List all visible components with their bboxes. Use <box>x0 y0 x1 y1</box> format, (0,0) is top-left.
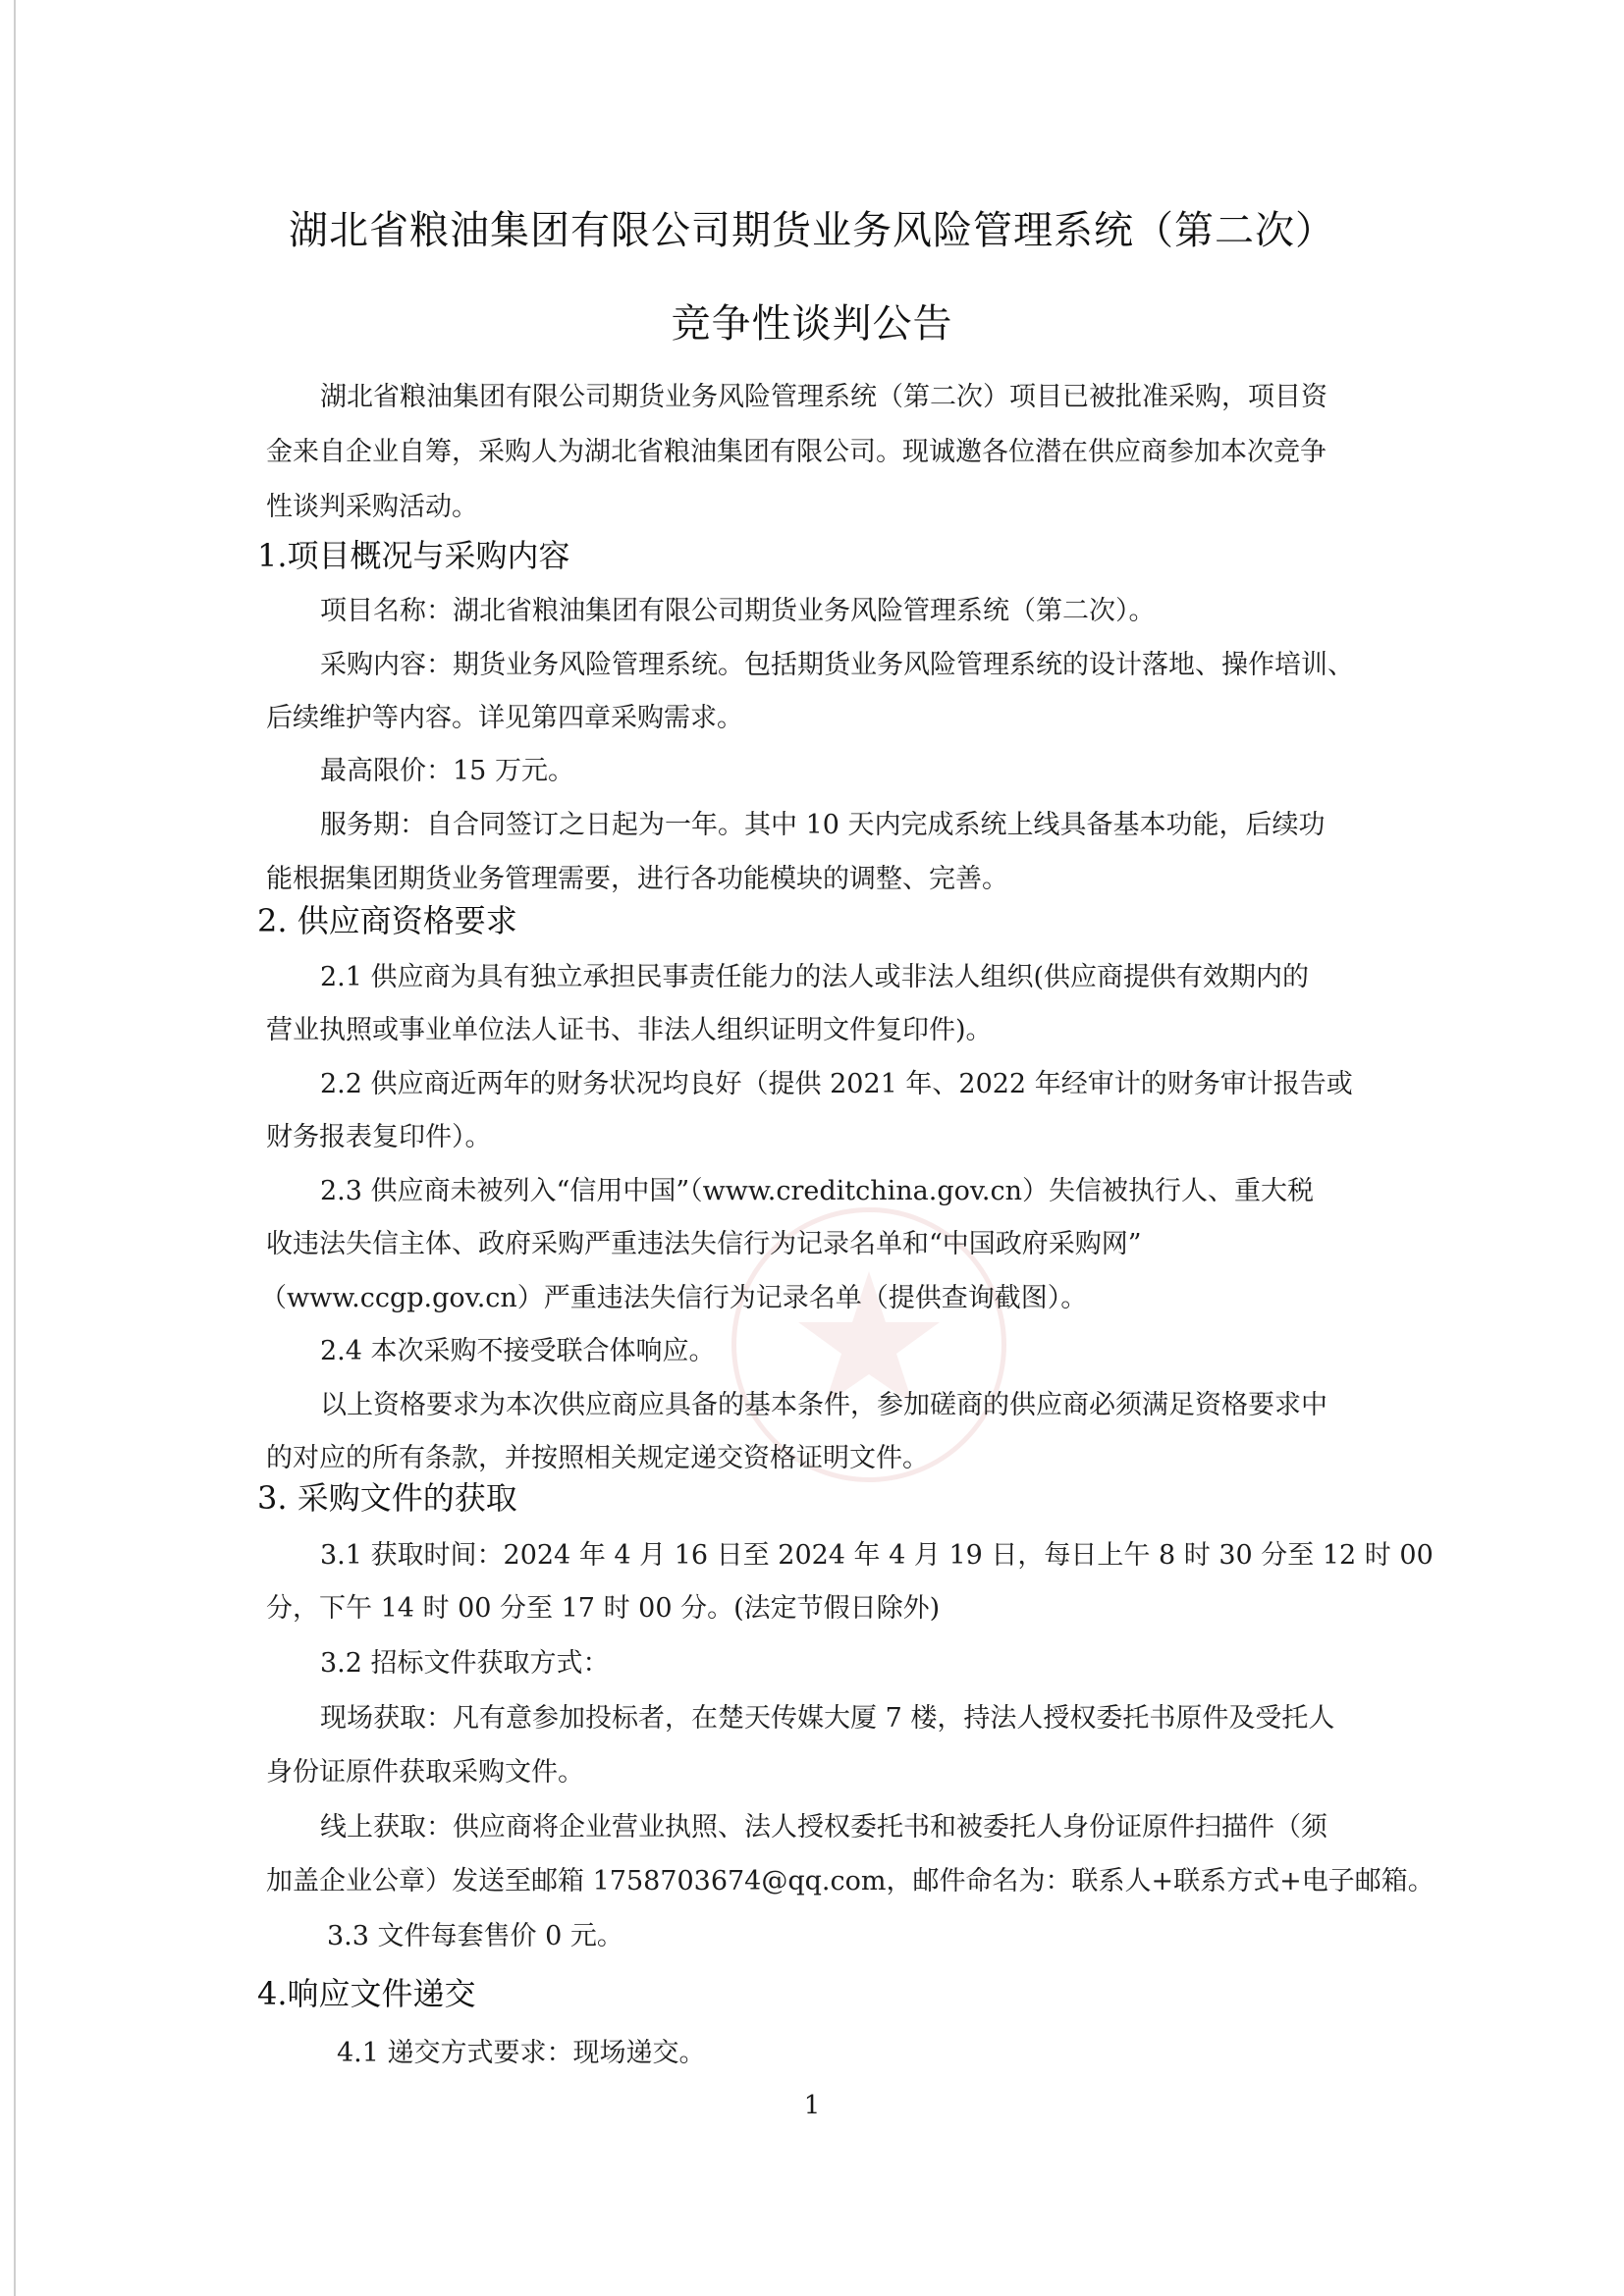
section-3-line: 加盖企业公章）发送至邮箱 1758703674@qq.com，邮件命名为：联系人+联系方式+电子邮箱。 <box>266 1866 1435 1896</box>
section-1-line: 最高限价：15 万元。 <box>320 756 574 786</box>
section-4-line: 4.1 递交方式要求：现场递交。 <box>337 2038 706 2068</box>
section-3-line: 分，下午 14 时 00 分至 17 时 00 分。(法定节假日除外) <box>266 1593 941 1624</box>
section-3-line: 3.1 获取时间：2024 年 4 月 16 日至 2024 年 4 月 19 日，每日上午 8 时 30 分至 12 时 00 <box>320 1540 1434 1571</box>
section-1-line: 采购内容：期货业务风险管理系统。包括期货业务风险管理系统的设计落地、操作培训、 <box>320 650 1354 680</box>
section-2-line: 营业执照或事业单位法人证书、非法人组织证明文件复印件)。 <box>266 1015 993 1045</box>
intro-line: 性谈判采购活动。 <box>266 492 478 522</box>
intro-line: 湖北省粮油集团有限公司期货业务风险管理系统（第二次）项目已被批准采购，项目资 <box>320 382 1327 412</box>
section-1-line: 服务期：自合同签订之日起为一年。其中 10 天内完成系统上线具备基本功能，后续功 <box>320 810 1326 840</box>
intro-line: 金来自企业自筹，采购人为湖北省粮油集团有限公司。现诚邀各位潜在供应商参加本次竞争 <box>266 437 1326 467</box>
document-title-line-2: 竞争性谈判公告 <box>671 301 953 347</box>
section-1-line: 项目名称：湖北省粮油集团有限公司期货业务风险管理系统（第二次）。 <box>320 596 1156 626</box>
section-2-line: 2.4 本次采购不接受联合体响应。 <box>320 1336 716 1366</box>
section-2-heading: 2. 供应商资格要求 <box>257 902 517 939</box>
section-3-line: 3.2 招标文件获取方式： <box>320 1648 610 1679</box>
section-3-line: 现场获取：凡有意参加投标者，在楚天传媒大厦 7 楼，持法人授权委托书原件及受托人 <box>320 1703 1335 1734</box>
section-2-line: 2.2 供应商近两年的财务状况均良好（提供 2021 年、2022 年经审计的财务审计报告或 <box>320 1069 1353 1099</box>
section-2-line: 的对应的所有条款，并按照相关规定递交资格证明文件。 <box>266 1443 929 1473</box>
section-3-line: 线上获取：供应商将企业营业执照、法人授权委托书和被委托人身份证原件扫描件（须 <box>320 1812 1327 1842</box>
section-2-line: 财务报表复印件）。 <box>266 1122 492 1152</box>
section-1-line: 后续维护等内容。详见第四章采购需求。 <box>266 703 743 733</box>
section-4-heading: 4.响应文件递交 <box>257 1975 476 2012</box>
section-2-line: 2.3 供应商未被列入“信用中国”（www.creditchina.gov.cn）失信被执行人、重大税 <box>320 1176 1315 1206</box>
section-2-line: 以上资格要求为本次供应商应具备的基本条件，参加磋商的供应商必须满足资格要求中 <box>320 1390 1327 1420</box>
section-2-line: （www.ccgp.gov.cn）严重违法失信行为记录名单（提供查询截图）。 <box>260 1283 1088 1313</box>
section-1-heading: 1.项目概况与采购内容 <box>257 537 570 574</box>
section-2-line: 收违法失信主体、政府采购严重违法失信行为记录名单和“中国政府采购网” <box>266 1229 1142 1259</box>
section-3-line: 身份证原件获取采购文件。 <box>266 1757 584 1788</box>
document-title-line-1: 湖北省粮油集团有限公司期货业务风险管理系统（第二次） <box>289 208 1335 253</box>
section-2-line: 2.1 供应商为具有独立承担民事责任能力的法人或非法人组织(供应商提供有效期内的 <box>320 962 1310 992</box>
section-3-line: 3.3 文件每套售价 0 元。 <box>327 1921 623 1951</box>
section-3-heading: 3. 采购文件的获取 <box>257 1479 517 1517</box>
section-1-line: 能根据集团期货业务管理需要，进行各功能模块的调整、完善。 <box>266 864 1008 894</box>
page-number: 1 <box>803 2091 821 2120</box>
